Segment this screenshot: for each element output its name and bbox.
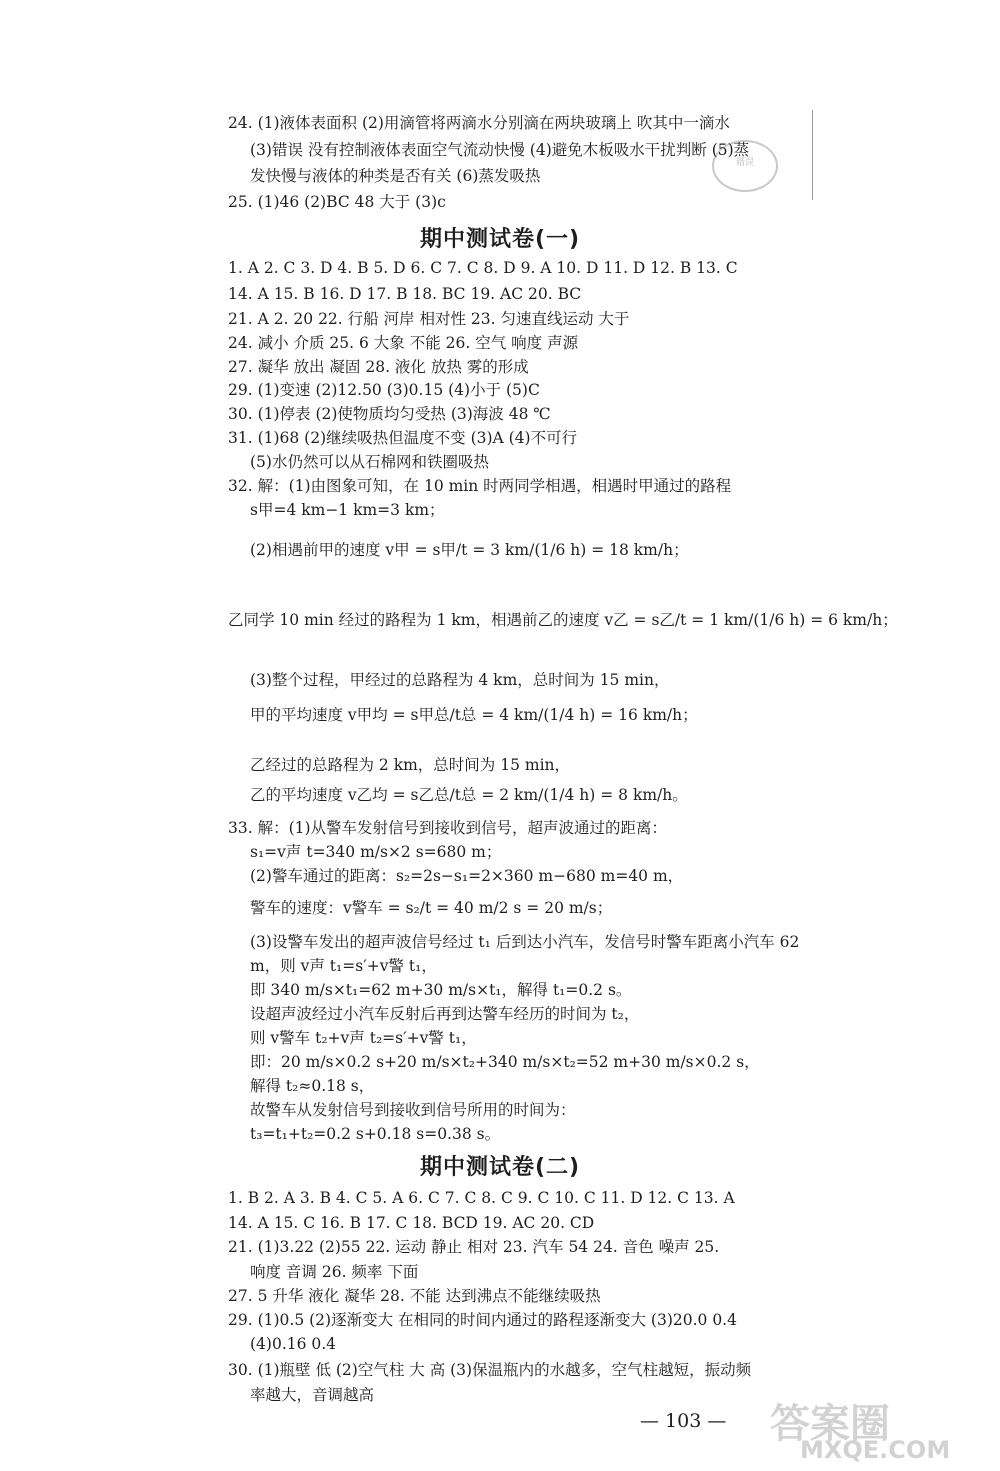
answer-line: 24. (1)液体表面积 (2)用滴管将两滴水分别滴在两块玻璃上 吹其中一滴水 [228,114,730,132]
answer-line: 27. 5 升华 液化 凝华 28. 不能 达到沸点不能继续吸热 [228,1287,601,1305]
answer-line: 29. (1)0.5 (2)逐渐变大 在相同的时间内通过的路程逐渐变大 (3)20.0 0.4 [228,1311,737,1329]
watermark-text: MXQE.COM [800,1436,951,1464]
answer-line: 14. A 15. C 16. B 17. C 18. BCD 19. AC 20. CD [228,1214,595,1232]
stamp-label: 错误 [735,158,754,168]
answer-line: 则 v警车 t₂+v声 t₂=s′+v警 t₁， [250,1029,477,1047]
answer-line: 30. (1)瓶壁 低 (2)空气柱 大 高 (3)保温瓶内的水越多，空气柱越短，振动频 [228,1361,752,1379]
answer-line: (3)错误 没有控制液体表面空气流动快慢 (4)避免木板吸水干扰判断 (5)蒸 [250,141,750,159]
answer-line: 乙同学 10 min 经过的路程为 1 km，相遇前乙的速度 v乙 = s乙/t = 1 km/(1/6 h) = 6 km/h； [228,611,898,629]
answer-line: 14. A 15. B 16. D 17. B 18. BC 19. AC 20. BC [228,285,582,303]
answer-line: 发快慢与液体的种类是否有关 (6)蒸发吸热 [250,167,541,185]
answer-line: s₁=v声 t=340 m/s×2 s=680 m； [250,843,502,861]
answer-line: 响度 音调 26. 频率 下面 [250,1263,419,1281]
answer-line: 31. (1)68 (2)继续吸热但温度不变 (3)A (4)不可行 [228,429,578,447]
answer-line: 乙经过的总路程为 2 km，总时间为 15 min， [250,756,571,774]
answer-line: t₃=t₁+t₂=0.2 s+0.18 s=0.38 s。 [250,1125,501,1143]
section-title: 期中测试卷(一) [419,227,581,252]
watermark-logo: 答案圈 [770,1401,890,1447]
margin-rule [812,110,813,200]
answer-line: 25. (1)46 (2)BC 48 大于 (3)c [228,193,446,211]
answer-line: 警车的速度：v警车 = s₂/t = 40 m/2 s = 20 m/s； [250,899,613,917]
answer-line: 21. A 2. 20 22. 行船 河岸 相对性 23. 匀速直线运动 大于 [228,310,630,328]
answer-line: (3)设警车发出的超声波信号经过 t₁ 后到达小汽车，发信号时警车距离小汽车 62 [250,933,800,951]
answer-line: 21. (1)3.22 (2)55 22. 运动 静止 相对 23. 汽车 54 24. 音色 噪声 25. [228,1238,720,1256]
answer-line: (3)整个过程，甲经过的总路程为 4 km，总时间为 15 min， [250,671,670,689]
answer-line: 33. 解：(1)从警车发射信号到接收到信号，超声波通过的距离： [228,819,668,837]
answer-line: 即：20 m/s×0.2 s+20 m/s×t₂+340 m/s×t₂=52 m+30 m/s×0.2 s， [250,1053,760,1071]
answer-line: 24. 减小 介质 25. 6 大象 不能 26. 空气 响度 声源 [228,334,579,352]
section-title: 期中测试卷(二) [419,1155,581,1180]
answer-line: 1. B 2. A 3. B 4. C 5. A 6. C 7. C 8. C 9. C 10. C 11. D 12. C 13. A [228,1189,735,1207]
answer-line: 解得 t₂≈0.18 s， [250,1077,375,1095]
answer-line: s甲=4 km−1 km=3 km； [250,501,445,519]
answer-line: 乙的平均速度 v乙均 = s乙总/t总 = 2 km/(1/4 h) = 8 km/h。 [250,786,688,804]
answer-line: 32. 解：(1)由图象可知，在 10 min 时两同学相遇，相遇时甲通过的路程 [228,477,732,495]
answer-line: 设超声波经过小汽车反射后再到达警车经历的时间为 t₂， [250,1005,640,1023]
answer-line: 即 340 m/s×t₁=62 m+30 m/s×t₁，解得 t₁=0.2 s。 [250,981,632,999]
answer-line: (2)相遇前甲的速度 v甲 = s甲/t = 3 km/(1/6 h) = 18 km/h； [250,541,689,559]
answer-line: 故警车从发射信号到接收到信号所用的时间为： [250,1101,576,1119]
answer-line: 率越大，音调越高 [250,1386,375,1404]
answer-line: 29. (1)变速 (2)12.50 (3)0.15 (4)小于 (5)C [228,381,540,399]
page-number: — 103 — [640,1410,727,1432]
answer-line: 27. 凝华 放出 凝固 28. 液化 放热 雾的形成 [228,358,529,376]
answer-line: 甲的平均速度 v甲均 = s甲总/t总 = 4 km/(1/4 h) = 16 km/h； [250,706,698,724]
answer-line: 1. A 2. C 3. D 4. B 5. D 6. C 7. C 8. D 9. A 10. D 11. D 12. B 13. C [228,259,738,277]
answer-line: (2)警车通过的距离：s₂=2s−s₁=2×360 m−680 m=40 m， [250,867,684,885]
answer-line: (4)0.16 0.4 [250,1335,337,1353]
answer-line: m，则 v声 t₁=s′+v警 t₁， [250,957,437,975]
answer-line: (5)水仍然可以从石棉网和铁圈吸热 [250,453,489,471]
answer-line: 30. (1)停表 (2)使物质均匀受热 (3)海波 48 ℃ [228,405,551,423]
